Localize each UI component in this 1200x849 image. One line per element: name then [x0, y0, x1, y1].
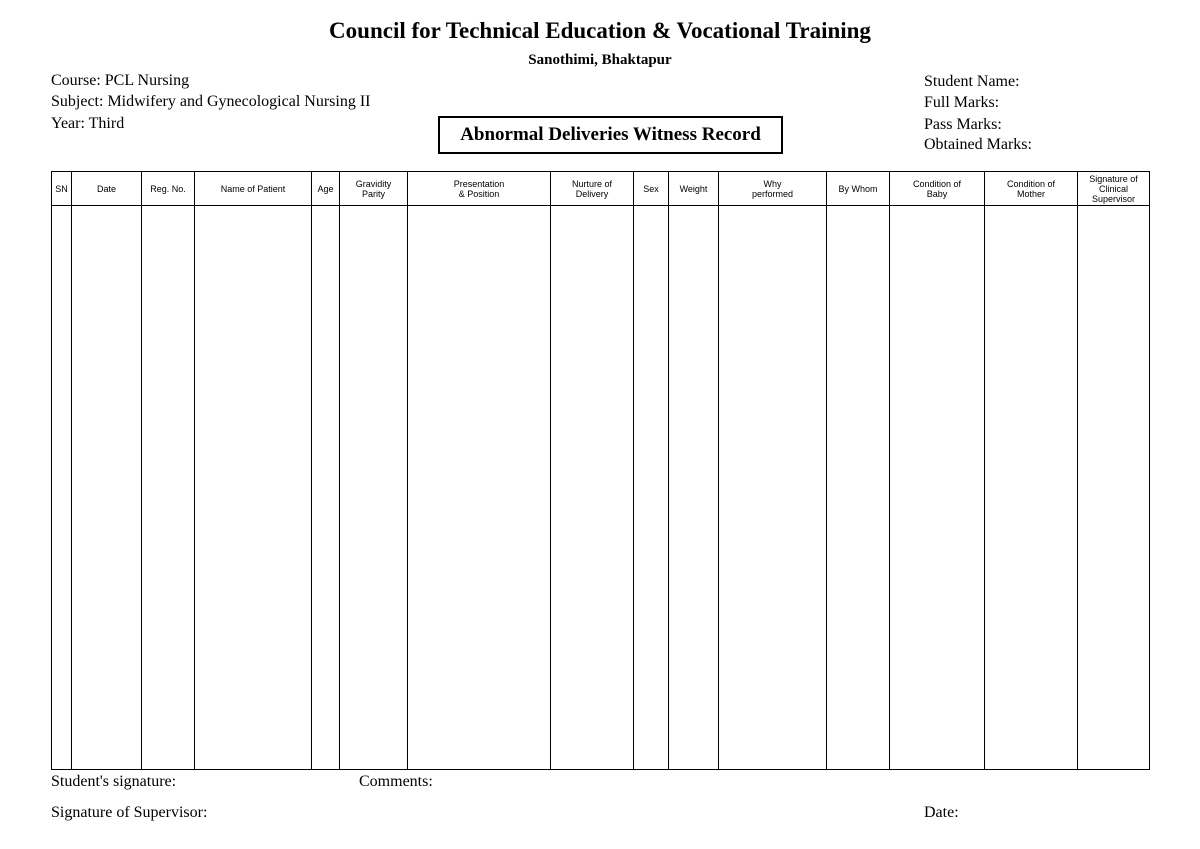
year-label: Year: Third	[51, 115, 125, 132]
course-label: Course: PCL Nursing	[51, 72, 190, 89]
table-header-row	[52, 172, 1150, 206]
obtained-marks-field: Obtained Marks:	[924, 136, 1032, 153]
table-cell-by-whom[interactable]	[827, 206, 890, 770]
full-marks-field: Full Marks:	[924, 94, 1000, 111]
organization-title: Council for Technical Education & Vocational Training	[329, 18, 871, 43]
date-label: Date:	[924, 804, 959, 821]
table-cell-date[interactable]	[72, 206, 142, 770]
column-header-sex: Sex	[634, 172, 669, 206]
column-header-why-performed: Why performed	[719, 172, 827, 206]
column-header-sn: SN	[52, 172, 72, 206]
table-body-row	[52, 206, 1150, 770]
column-header-age: Age	[312, 172, 340, 206]
pass-marks-field: Pass Marks:	[924, 116, 1002, 133]
column-header-nurture-of-delivery: Nurture of Delivery	[551, 172, 634, 206]
table-cell-nurture-of-delivery[interactable]	[551, 206, 634, 770]
table-cell-presentation-position[interactable]	[408, 206, 551, 770]
table-cell-patient-name[interactable]	[195, 206, 312, 770]
column-header-by-whom: By Whom	[827, 172, 890, 206]
column-header-supervisor-signature: Signature of Clinical Supervisor	[1078, 172, 1150, 206]
organization-address: Sanothimi, Bhaktapur	[528, 52, 672, 68]
table-cell-supervisor-signature[interactable]	[1078, 206, 1150, 770]
column-header-weight: Weight	[669, 172, 719, 206]
column-header-condition-of-mother: Condition of Mother	[985, 172, 1078, 206]
column-header-date: Date	[72, 172, 142, 206]
table-cell-reg-no[interactable]	[142, 206, 195, 770]
student-signature-label: Student's signature:	[51, 773, 177, 790]
column-header-gravidity-parity: Gravidity Parity	[340, 172, 408, 206]
witness-record-table	[51, 171, 1150, 770]
form-title: Abnormal Deliveries Witness Record	[438, 116, 783, 154]
table-cell-sn[interactable]	[52, 206, 72, 770]
column-header-reg-no: Reg. No.	[142, 172, 195, 206]
table-cell-condition-of-mother[interactable]	[985, 206, 1078, 770]
column-header-patient-name: Name of Patient	[195, 172, 312, 206]
table-cell-condition-of-baby[interactable]	[890, 206, 985, 770]
table-cell-gravidity-parity[interactable]	[340, 206, 408, 770]
column-header-condition-of-baby: Condition of Baby	[890, 172, 985, 206]
table-cell-sex[interactable]	[634, 206, 669, 770]
column-header-presentation-position: Presentation & Position	[408, 172, 551, 206]
comments-label: Comments:	[359, 773, 433, 790]
supervisor-signature-label: Signature of Supervisor:	[51, 804, 208, 821]
student-name-field: Student Name:	[924, 73, 1020, 90]
subject-label: Subject: Midwifery and Gynecological Nursing II	[51, 93, 371, 110]
table-cell-why-performed[interactable]	[719, 206, 827, 770]
table-cell-age[interactable]	[312, 206, 340, 770]
table-cell-weight[interactable]	[669, 206, 719, 770]
